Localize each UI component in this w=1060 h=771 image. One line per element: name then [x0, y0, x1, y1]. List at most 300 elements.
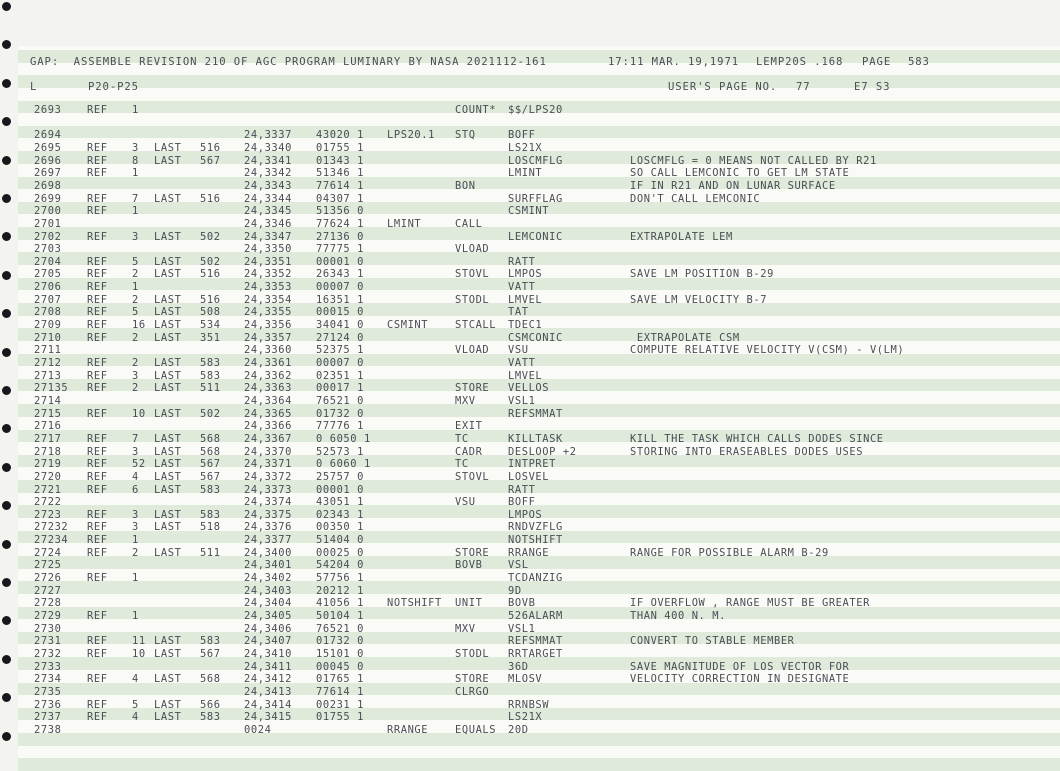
row-ref-label: REF: [87, 205, 108, 218]
row-opcode: CLRGO: [455, 685, 490, 698]
row-opcode: EQUALS: [455, 723, 497, 736]
row-line-number: 2697: [34, 167, 62, 180]
row-line-number: 2706: [34, 281, 62, 294]
row-ref-count: 4: [132, 470, 139, 483]
row-line-number: 27234: [34, 534, 69, 547]
subheader-section: P20-P25: [88, 81, 139, 93]
row-ref-count: 7: [132, 192, 139, 205]
row-line-number: 2724: [34, 546, 62, 559]
row-ref-count: 1: [132, 572, 139, 585]
row-octal-word: 00025 0: [316, 546, 364, 559]
row-line-number: 2713: [34, 369, 62, 382]
row-ref-count: 1: [132, 205, 139, 218]
feed-hole: [2, 463, 11, 472]
row-operand: $$/LPS20: [508, 104, 563, 116]
row-last-label: LAST: [154, 508, 182, 521]
row-comment: SO CALL LEMCONIC TO GET LM STATE: [630, 167, 850, 180]
row-octal-word: 01765 1: [316, 673, 364, 686]
row-opcode: STOVL: [455, 268, 490, 281]
row-address: 24,3404: [244, 597, 292, 610]
row-address: 24,3413: [244, 685, 292, 698]
row-ref-label: REF: [87, 673, 108, 686]
feed-hole: [2, 2, 11, 11]
row-address: 24,3407: [244, 635, 292, 648]
row-ref-label: REF: [87, 458, 108, 471]
users-page-label: USER'S PAGE NO.: [668, 81, 778, 93]
row-ref-label: REF: [87, 647, 108, 660]
row-line-number: 2726: [34, 572, 62, 585]
feed-hole: [2, 271, 11, 280]
header-line: [18, 56, 930, 69]
feed-hole: [2, 616, 11, 625]
row-line-number: 2700: [34, 205, 62, 218]
row-operand: RATT: [508, 483, 536, 496]
row-octal-word: 52573 1: [316, 445, 364, 458]
row-ref-count: 2: [132, 546, 139, 559]
row-line-number: 2705: [34, 268, 62, 281]
row-octal-word: 01732 0: [316, 407, 364, 420]
row-address: 24,3352: [244, 268, 292, 281]
row-last-label: LAST: [154, 369, 182, 382]
row-last-label: LAST: [154, 154, 182, 167]
row-comment: THAN 400 N. M.: [630, 610, 726, 622]
row-last-page: 568: [200, 432, 221, 445]
row-ref-label: REF: [87, 268, 108, 281]
row-line-number: 2711: [34, 344, 62, 357]
row-address: 24,3367: [244, 432, 292, 445]
row-line-number: 2694: [34, 129, 62, 142]
row-operand: BOVB: [508, 597, 536, 610]
row-line-number: 2702: [34, 230, 62, 243]
row-symbol-label: LPS20.1: [387, 129, 435, 142]
row-octal-word: 0 6060 1: [316, 458, 371, 471]
row-address: 24,3411: [244, 660, 292, 673]
row-operand: RNDVZFLG: [508, 521, 563, 534]
row-line-number: 2693: [34, 104, 62, 116]
row-address: 24,3401: [244, 559, 292, 572]
row-address: 24,3366: [244, 420, 292, 433]
row-address: 24,3346: [244, 217, 292, 230]
row-operand: VELLOS: [508, 382, 550, 395]
row-ref-label: REF: [87, 331, 108, 344]
feed-hole: [2, 578, 11, 587]
row-last-label: LAST: [154, 458, 182, 471]
row-octal-word: 77614 1: [316, 685, 364, 698]
row-address: 24,3415: [244, 711, 292, 724]
row-opcode: CADR: [455, 445, 483, 458]
feed-hole: [2, 232, 11, 241]
feed-hole: [2, 40, 11, 49]
row-opcode: CALL: [455, 217, 483, 230]
row-octal-word: 51346 1: [316, 167, 364, 180]
row-address: 24,3354: [244, 293, 292, 306]
row-last-page: 567: [200, 154, 221, 167]
row-octal-word: 76521 0: [316, 622, 364, 635]
feed-hole: [2, 156, 11, 165]
row-operand: VSL1: [508, 622, 536, 635]
row-ref-label: REF: [87, 306, 108, 319]
row-last-label: LAST: [154, 319, 182, 332]
subheader-code: E7 S3: [854, 81, 891, 93]
row-ref-count: 1: [132, 534, 139, 547]
row-last-page: 583: [200, 369, 221, 382]
row-ref-count: 3: [132, 369, 139, 382]
row-last-page: 583: [200, 635, 221, 648]
row-opcode: STQ: [455, 129, 476, 142]
row-ref-count: 3: [132, 508, 139, 521]
row-address: 24,3360: [244, 344, 292, 357]
row-operand: VATT: [508, 357, 536, 369]
row-operand: MLOSV: [508, 673, 543, 686]
subheader-line: [18, 81, 891, 94]
row-last-label: LAST: [154, 141, 182, 154]
row-last-page: 511: [200, 546, 221, 559]
row-address: 24,3374: [244, 496, 292, 509]
row-octal-word: 51404 0: [316, 534, 364, 547]
row-octal-word: 00045 0: [316, 660, 364, 673]
row-ref-count: 2: [132, 382, 139, 395]
row-line-number: 2698: [34, 179, 62, 192]
row-ref-count: 3: [132, 230, 139, 243]
row-operand: LOSVEL: [508, 470, 550, 483]
row-line-number: 2707: [34, 293, 62, 306]
row-operand: CSMINT: [508, 205, 550, 218]
row-ref-label: REF: [87, 483, 108, 496]
row-comment: STORING INTO ERASEABLES DODES USES: [630, 445, 864, 458]
row-octal-word: 27136 0: [316, 230, 364, 243]
row-address: 24,3353: [244, 281, 292, 294]
row-last-label: LAST: [154, 306, 182, 319]
feed-hole: [2, 194, 11, 203]
row-line-number: 2695: [34, 141, 62, 154]
row-ref-count: 4: [132, 673, 139, 686]
row-ref-label: REF: [87, 167, 108, 180]
row-octal-word: 20212 1: [316, 584, 364, 597]
row-address: 24,3371: [244, 458, 292, 471]
row-last-page: 567: [200, 470, 221, 483]
row-ref-label: REF: [87, 407, 108, 420]
row-octal-word: 00231 1: [316, 698, 364, 711]
row-symbol-label: NOTSHIFT: [387, 597, 442, 610]
row-line-number: 2722: [34, 496, 62, 509]
row-operand: RATT: [508, 255, 536, 268]
row-ref-count: 3: [132, 445, 139, 458]
row-octal-word: 50104 1: [316, 610, 364, 622]
row-line-number: 2717: [34, 432, 62, 445]
row-ref-count: 1: [132, 167, 139, 180]
row-line-number: 2737: [34, 711, 62, 724]
row-ref-count: 8: [132, 154, 139, 167]
row-address: 24,3356: [244, 319, 292, 332]
subheader-left-mark: L: [30, 81, 38, 93]
row-last-page: 516: [200, 293, 221, 306]
row-address: 24,3405: [244, 610, 292, 622]
row-operand: LMVEL: [508, 369, 543, 382]
row-operand: RRNBSW: [508, 698, 550, 711]
row-line-number: 2703: [34, 243, 62, 256]
row-operand: REFSMMAT: [508, 407, 563, 420]
row-line-number: 2725: [34, 559, 62, 572]
row-operand: VSL1: [508, 394, 536, 407]
row-ref-label: REF: [87, 610, 108, 622]
row-ref-label: REF: [87, 293, 108, 306]
row-address: 24,3365: [244, 407, 292, 420]
row-comment: VELOCITY CORRECTION IN DESIGNATE: [630, 673, 850, 686]
feed-hole: [2, 732, 11, 741]
row-ref-label: REF: [87, 572, 108, 585]
row-last-label: LAST: [154, 432, 182, 445]
row-address: 24,3377: [244, 534, 292, 547]
row-last-page: 566: [200, 698, 221, 711]
row-ref-label: REF: [87, 470, 108, 483]
feed-hole: [2, 540, 11, 549]
row-ref-label: REF: [87, 445, 108, 458]
row-line-number: 2738: [34, 723, 62, 736]
row-ref-label: REF: [87, 382, 108, 395]
row-last-label: LAST: [154, 521, 182, 534]
row-octal-word: 16351 1: [316, 293, 364, 306]
feed-hole: [2, 655, 11, 664]
row-address: 24,3344: [244, 192, 292, 205]
row-line-number: 2723: [34, 508, 62, 521]
row-last-label: LAST: [154, 268, 182, 281]
row-operand: REFSMMAT: [508, 635, 563, 648]
row-last-page: 502: [200, 230, 221, 243]
row-last-page: 502: [200, 407, 221, 420]
row-address: 24,3341: [244, 154, 292, 167]
header-timestamp: 17:11 MAR. 19,1971: [608, 56, 740, 68]
row-octal-word: 52375 1: [316, 344, 364, 357]
row-operand: LEMCONIC: [508, 230, 563, 243]
header-job: LEMP20S .168: [756, 56, 844, 68]
row-last-label: LAST: [154, 293, 182, 306]
row-octal-word: 43051 1: [316, 496, 364, 509]
row-ref-label: REF: [87, 141, 108, 154]
row-ref-count: 4: [132, 711, 139, 724]
row-ref-count: 10: [132, 647, 146, 660]
row-last-label: LAST: [154, 445, 182, 458]
row-opcode: STORE: [455, 546, 490, 559]
row-symbol-label: LMINT: [387, 217, 422, 230]
row-ref-count: 5: [132, 306, 139, 319]
row-ref-label: REF: [87, 281, 108, 294]
row-opcode: VLOAD: [455, 243, 490, 256]
row-last-page: 567: [200, 647, 221, 660]
row-opcode: MXV: [455, 622, 476, 635]
row-address: 24,3345: [244, 205, 292, 218]
row-opcode: VSU: [455, 496, 476, 509]
row-octal-word: 27124 0: [316, 331, 364, 344]
row-line-number: 2734: [34, 673, 62, 686]
row-address: 24,3406: [244, 622, 292, 635]
row-operand: KILLTASK: [508, 432, 563, 445]
row-ref-count: 10: [132, 407, 146, 420]
row-symbol-label: CSMINT: [387, 319, 429, 332]
row-opcode: STCALL: [455, 319, 497, 332]
row-opcode: STODL: [455, 647, 490, 660]
row-ref-count: 2: [132, 268, 139, 281]
row-ref-count: 1: [132, 104, 139, 116]
row-opcode: UNIT: [455, 597, 483, 610]
row-last-page: 511: [200, 382, 221, 395]
row-line-number: 2709: [34, 319, 62, 332]
row-octal-word: 26343 1: [316, 268, 364, 281]
row-opcode: STOVL: [455, 470, 490, 483]
row-octal-word: 76521 0: [316, 394, 364, 407]
greenbar-band: [18, 75, 1060, 88]
row-line-number: 2720: [34, 470, 62, 483]
row-line-number: 2721: [34, 483, 62, 496]
row-line-number: 2699: [34, 192, 62, 205]
feed-hole: [2, 386, 11, 395]
row-address: 24,3410: [244, 647, 292, 660]
row-octal-word: 00350 1: [316, 521, 364, 534]
row-line-number: 2712: [34, 357, 62, 369]
row-ref-label: REF: [87, 192, 108, 205]
row-operand: RRTARGET: [508, 647, 563, 660]
row-line-number: 2718: [34, 445, 62, 458]
row-operand: LS21X: [508, 711, 543, 724]
row-last-label: LAST: [154, 635, 182, 648]
row-ref-count: 5: [132, 255, 139, 268]
row-ref-label: REF: [87, 230, 108, 243]
row-address: 24,3370: [244, 445, 292, 458]
row-octal-word: 01755 1: [316, 711, 364, 724]
header-page-label: PAGE: [862, 56, 892, 68]
row-address: 24,3400: [244, 546, 292, 559]
row-address: 24,3337: [244, 129, 292, 142]
row-octal-word: 00007 0: [316, 281, 364, 294]
row-octal-word: 00015 0: [316, 306, 364, 319]
row-opcode: TC: [455, 432, 469, 445]
row-address: 24,3357: [244, 331, 292, 344]
row-operand: SURFFLAG: [508, 192, 563, 205]
row-symbol-label: RRANGE: [387, 723, 429, 736]
header-page-number: 583: [908, 56, 930, 68]
row-ref-label: REF: [87, 635, 108, 648]
users-page-number: 77: [796, 81, 811, 93]
greenbar-band: [18, 126, 1060, 139]
row-ref-label: REF: [87, 255, 108, 268]
row-opcode: BON: [455, 179, 476, 192]
row-last-page: 583: [200, 357, 221, 369]
row-address: 24,3347: [244, 230, 292, 243]
header-title: GAP: ASSEMBLE REVISION 210 OF AGC PROGRAM LUMINARY BY NASA 2021112-161: [30, 56, 547, 68]
row-line-number: 2715: [34, 407, 62, 420]
row-last-page: 568: [200, 445, 221, 458]
row-octal-word: 43020 1: [316, 129, 364, 142]
feed-hole: [2, 693, 11, 702]
row-operand: TCDANZIG: [508, 572, 563, 585]
row-ref-label: REF: [87, 698, 108, 711]
row-octal-word: 51356 0: [316, 205, 364, 218]
row-line-number: 27232: [34, 521, 69, 534]
row-octal-word: 77775 1: [316, 243, 364, 256]
row-octal-word: 04307 1: [316, 192, 364, 205]
row-last-label: LAST: [154, 382, 182, 395]
row-ref-label: REF: [87, 508, 108, 521]
row-last-page: 583: [200, 508, 221, 521]
row-octal-word: 02343 1: [316, 508, 364, 521]
row-last-page: 508: [200, 306, 221, 319]
row-address: 24,3403: [244, 584, 292, 597]
row-ref-label: REF: [87, 432, 108, 445]
row-address: 24,3343: [244, 179, 292, 192]
row-last-label: LAST: [154, 483, 182, 496]
row-address: 24,3355: [244, 306, 292, 319]
row-operand: VATT: [508, 281, 536, 294]
row-opcode: VLOAD: [455, 344, 490, 357]
row-comment: IF OVERFLOW , RANGE MUST BE GREATER: [630, 597, 870, 610]
row-last-page: 516: [200, 192, 221, 205]
row-last-page: 568: [200, 673, 221, 686]
row-line-number: 2732: [34, 647, 62, 660]
row-octal-word: 34041 0: [316, 319, 364, 332]
row-address: 24,3412: [244, 673, 292, 686]
row-octal-word: 77776 1: [316, 420, 364, 433]
row-last-label: LAST: [154, 407, 182, 420]
row-line-number: 2696: [34, 154, 62, 167]
feed-hole: [2, 424, 11, 433]
row-ref-label: REF: [87, 357, 108, 369]
row-octal-word: 02351 1: [316, 369, 364, 382]
row-address: 24,3351: [244, 255, 292, 268]
row-comment: CONVERT TO STABLE MEMBER: [630, 635, 795, 648]
row-ref-count: 16: [132, 319, 146, 332]
row-opcode: STORE: [455, 673, 490, 686]
row-ref-label: REF: [87, 104, 108, 116]
row-comment: SAVE LM VELOCITY B-7: [630, 293, 768, 306]
row-line-number: 2730: [34, 622, 62, 635]
row-octal-word: 25757 0: [316, 470, 364, 483]
row-opcode: COUNT*: [455, 104, 497, 116]
row-address: 24,3372: [244, 470, 292, 483]
row-address: 24,3350: [244, 243, 292, 256]
row-address: 24,3414: [244, 698, 292, 711]
row-comment: KILL THE TASK WHICH CALLS DODES SINCE: [630, 432, 884, 445]
row-ref-count: 7: [132, 432, 139, 445]
row-octal-word: 00017 1: [316, 382, 364, 395]
row-line-number: 2729: [34, 610, 62, 622]
row-ref-count: 6: [132, 483, 139, 496]
row-comment: IF IN R21 AND ON LUNAR SURFACE: [630, 179, 836, 192]
row-line-number: 2728: [34, 597, 62, 610]
row-last-label: LAST: [154, 711, 182, 724]
row-octal-word: 01732 0: [316, 635, 364, 648]
feed-hole: [2, 79, 11, 88]
row-address: 24,3373: [244, 483, 292, 496]
row-ref-label: REF: [87, 319, 108, 332]
row-address: 24,3376: [244, 521, 292, 534]
row-octal-word: 15101 0: [316, 647, 364, 660]
row-ref-count: 2: [132, 293, 139, 306]
row-opcode: STORE: [455, 382, 490, 395]
row-last-label: LAST: [154, 698, 182, 711]
row-octal-word: 57756 1: [316, 572, 364, 585]
row-line-number: 2735: [34, 685, 62, 698]
row-operand: LOSCMFLG: [508, 154, 563, 167]
row-operand: 20D: [508, 723, 529, 736]
row-octal-word: 00001 0: [316, 255, 364, 268]
row-octal-word: 00007 0: [316, 357, 364, 369]
row-comment: EXTRAPOLATE LEM: [630, 230, 733, 243]
row-ref-count: 5: [132, 698, 139, 711]
row-last-label: LAST: [154, 192, 182, 205]
row-operand: BOFF: [508, 496, 536, 509]
row-operand: INTPRET: [508, 458, 556, 471]
row-ref-count: 2: [132, 357, 139, 369]
row-octal-word: 0 6050 1: [316, 432, 371, 445]
